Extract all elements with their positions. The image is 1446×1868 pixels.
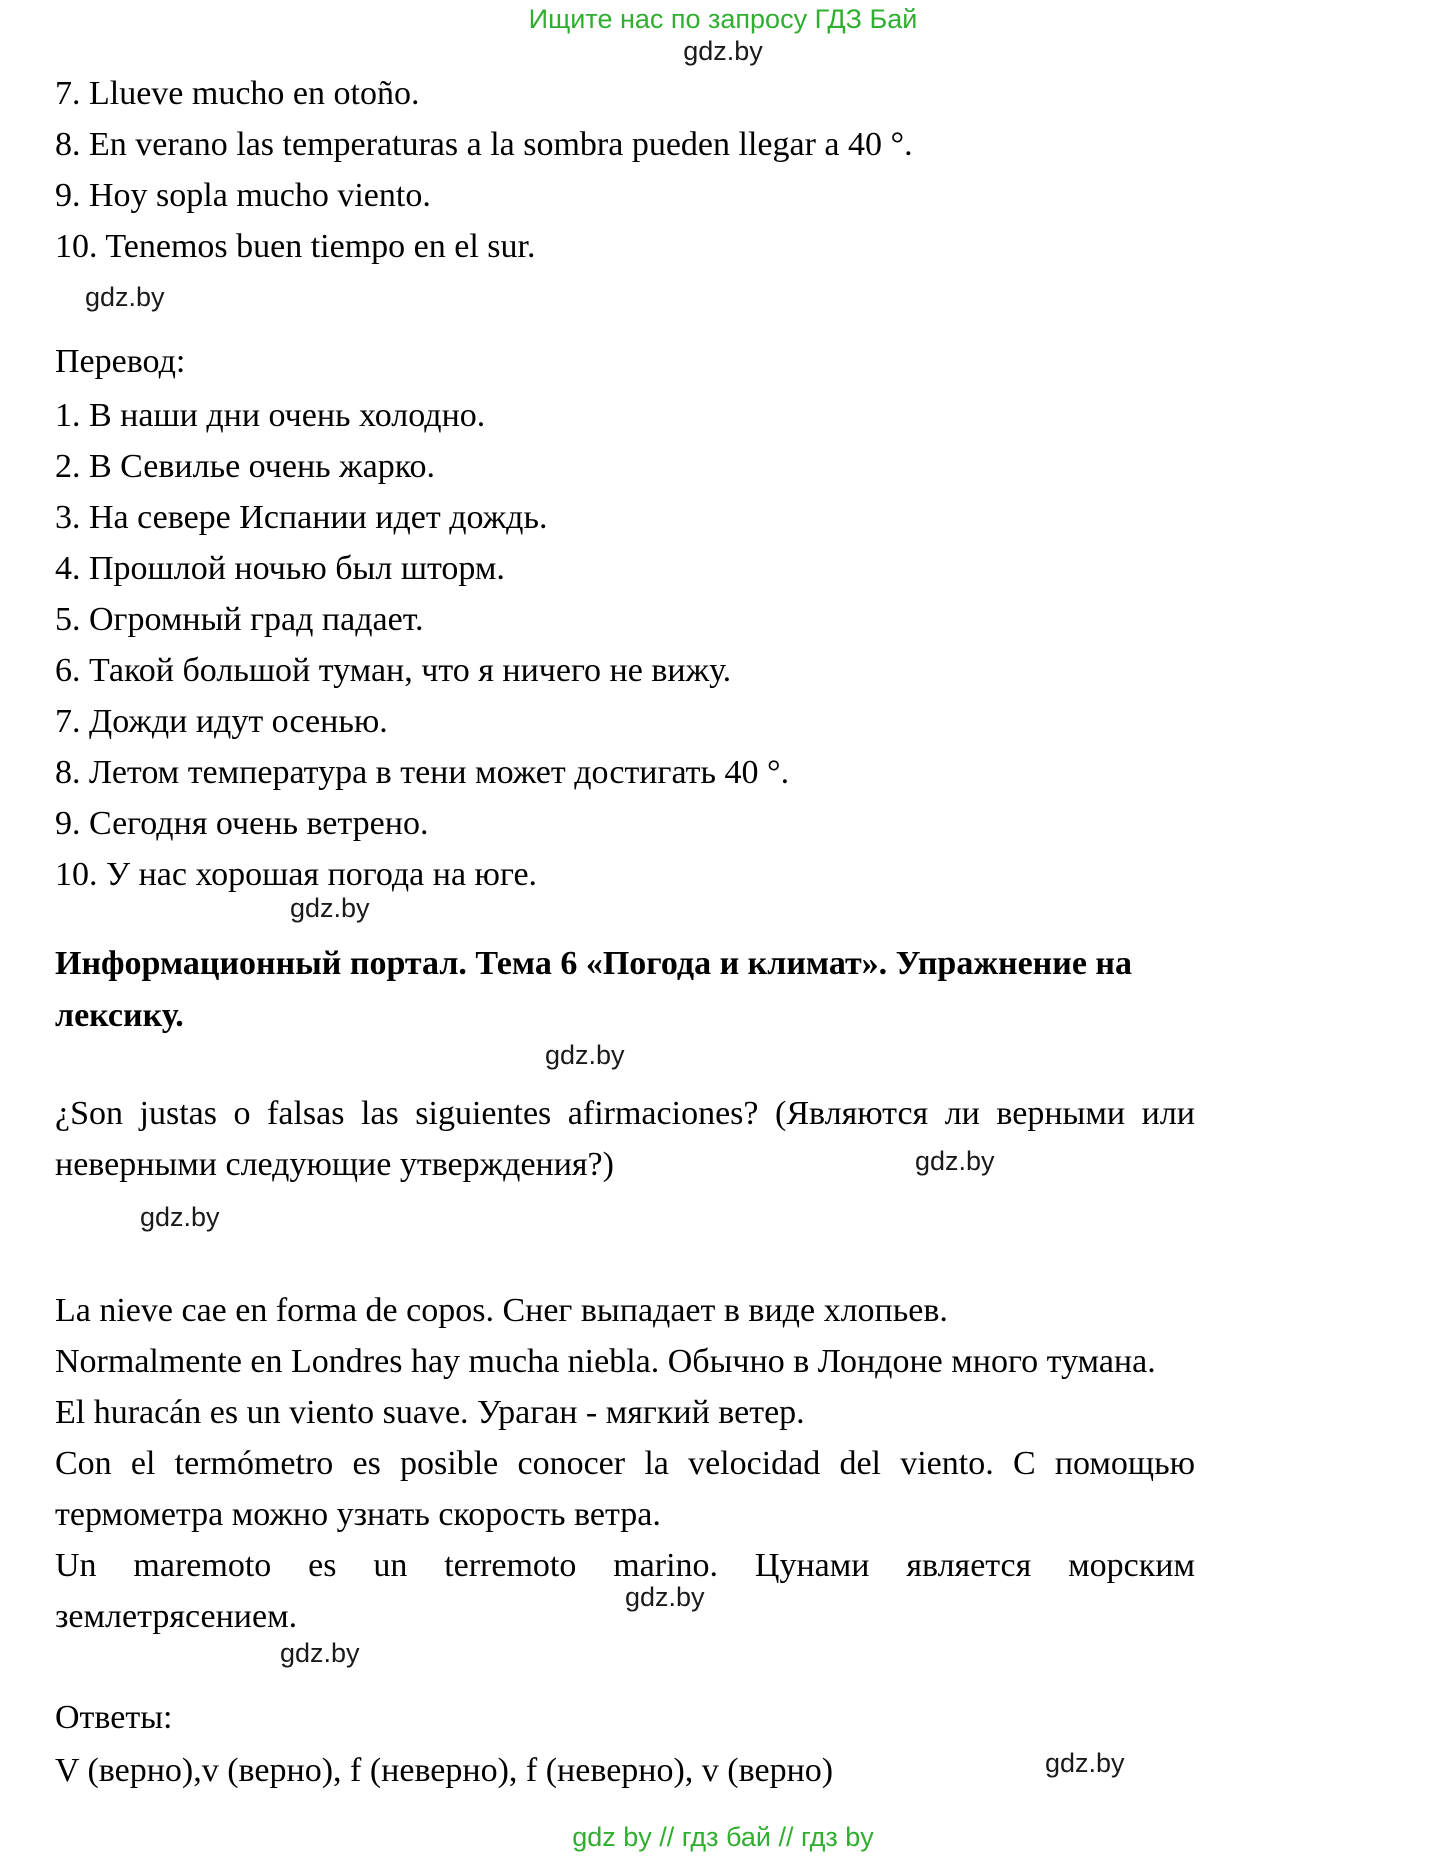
spanish-list (55, 68, 1195, 272)
list-item: 6. Такой большой туман, что я ничего не вижу. (55, 652, 732, 689)
list-item: 7. Llueve mucho en otoño. (55, 75, 420, 112)
watermark-gdzby: gdz.by (280, 1638, 360, 1668)
statement: Normalmente en Londres hay mucha niebla. Обычно в Лондоне много тумана. (55, 1343, 1156, 1380)
translation-heading: Перевод: (55, 343, 186, 380)
watermark-gdzby: gdz.by (915, 1146, 995, 1176)
list-item: 4. Прошлой ночью был шторм. (55, 550, 505, 587)
list-item: 1. В наши дни очень холодно. (55, 397, 486, 434)
watermark-gdzby: gdz.by (290, 893, 370, 923)
statement: Un maremoto es un terremoto marino. Цунами является морским землетрясением. (55, 1547, 1195, 1635)
list-item: 7. Дожди идут осенью. (55, 703, 388, 740)
list-item: 10. Tenemos buen tiempo en el sur. (55, 228, 536, 265)
statement: El huracán es un viento suave. Ураган - мягкий ветер. (55, 1394, 805, 1431)
list-item: 5. Огромный град падает. (55, 601, 424, 638)
list-item: 9. Hoy sopla mucho viento. (55, 177, 431, 214)
list-item: 9. Сегодня очень ветрено. (55, 805, 429, 842)
question-text: ¿Son justas o falsas las siguientes afirmaciones? (Являются ли верными или неверными следующие утверждения?) (55, 1095, 1195, 1183)
watermark-gdzby: gdz.by (140, 1202, 220, 1232)
watermark-gdzby: gdz.by (683, 36, 763, 66)
watermark-gdzby: gdz.by (545, 1040, 625, 1070)
list-item: 2. В Севилье очень жарко. (55, 448, 436, 485)
list-item: 10. У нас хорошая погода на юге. (55, 856, 538, 893)
watermark-gdzby: gdz.by (85, 282, 165, 312)
watermark-gdzby: gdz.by (625, 1582, 705, 1612)
footer-promo: gdz by // гдз бай // гдз by (572, 1822, 874, 1852)
list-item: 3. На севере Испании идет дождь. (55, 499, 548, 536)
statement: La nieve cae en forma de copos. Снег выпадает в виде хлопьев. (55, 1292, 948, 1329)
list-item: 8. Летом температура в тени может достигать 40 °. (55, 754, 790, 791)
promo-header: Ищите нас по запросу ГДЗ Бай (528, 4, 918, 34)
statement: Con el termómetro es posible conocer la velocidad del viento. С помощью термометра можно узнать скорость ветра. (55, 1445, 1195, 1533)
watermark-gdzby: gdz.by (1045, 1748, 1125, 1778)
section-title: Информационный портал. Тема 6 «Погода и климат». Упражнение на лексику. (55, 945, 1133, 1034)
answers-values: V (верно),v (верно), f (неверно), f (неверно), v (верно) (55, 1752, 834, 1789)
translation-list (55, 390, 1195, 900)
list-item: 8. En verano las temperaturas a la sombra pueden llegar a 40 °. (55, 126, 913, 163)
answers-heading: Ответы: (55, 1699, 173, 1736)
